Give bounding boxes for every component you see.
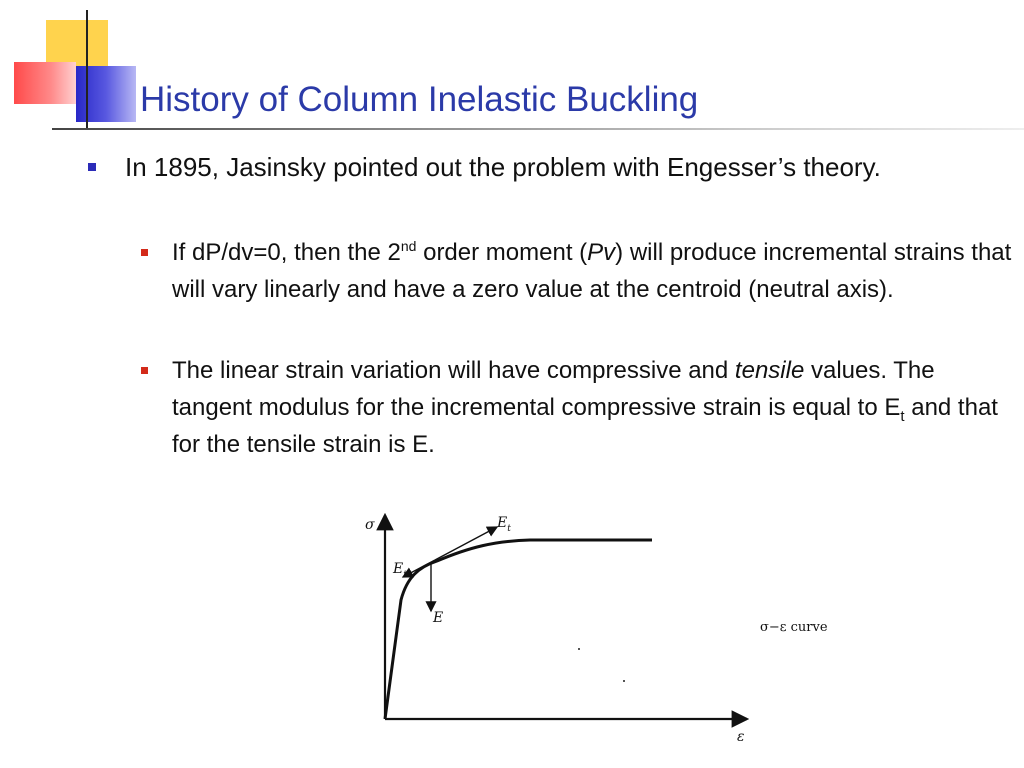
stress-strain-curve [385,540,652,719]
label-et-top: $E_t$ [497,515,511,534]
stray-dot [578,648,580,650]
title-underline [52,128,1024,130]
bullet-marker [88,163,96,171]
sub-bullet-second-order-moment [172,234,1017,308]
stress-strain-diagram [355,505,755,757]
sub-bullet-text: If dP/dv=0, then the 2nd order moment (Pv) will produce incremental strains that will vary linearly and have a zero value at the centroid (neutral axis). [172,238,1012,303]
sub-bullet-marker [141,367,148,374]
x-axis-symbol: ε [737,729,745,745]
sub-bullet-marker [141,249,148,256]
stray-dot [623,680,625,682]
bullet-jasinsky [125,147,1010,187]
slide-title: History of Column Inelastic Buckling [140,80,699,119]
label-e: E [433,610,444,626]
label-et-left: $E_t$ [393,561,407,580]
y-axis-symbol: σ [365,517,375,533]
sub-bullet-linear-strain [172,352,1017,463]
arrow-et-left [403,560,435,577]
stress-strain-figure [355,505,755,757]
bullet-text: In 1895, Jasinsky pointed out the problem with Engesser’s theory. [125,152,881,182]
curve-caption: σ−ε curve [760,620,828,635]
decor-blue-square [76,66,136,122]
decor-red-bar [14,62,76,104]
sub-bullet-text: The linear strain variation will have compressive and tensile values. The tangent modulus for the incremental compressive strain is equal to $E_t$ and that for the tensile strain is E. [172,357,998,458]
decor-vertical-line [86,10,88,130]
